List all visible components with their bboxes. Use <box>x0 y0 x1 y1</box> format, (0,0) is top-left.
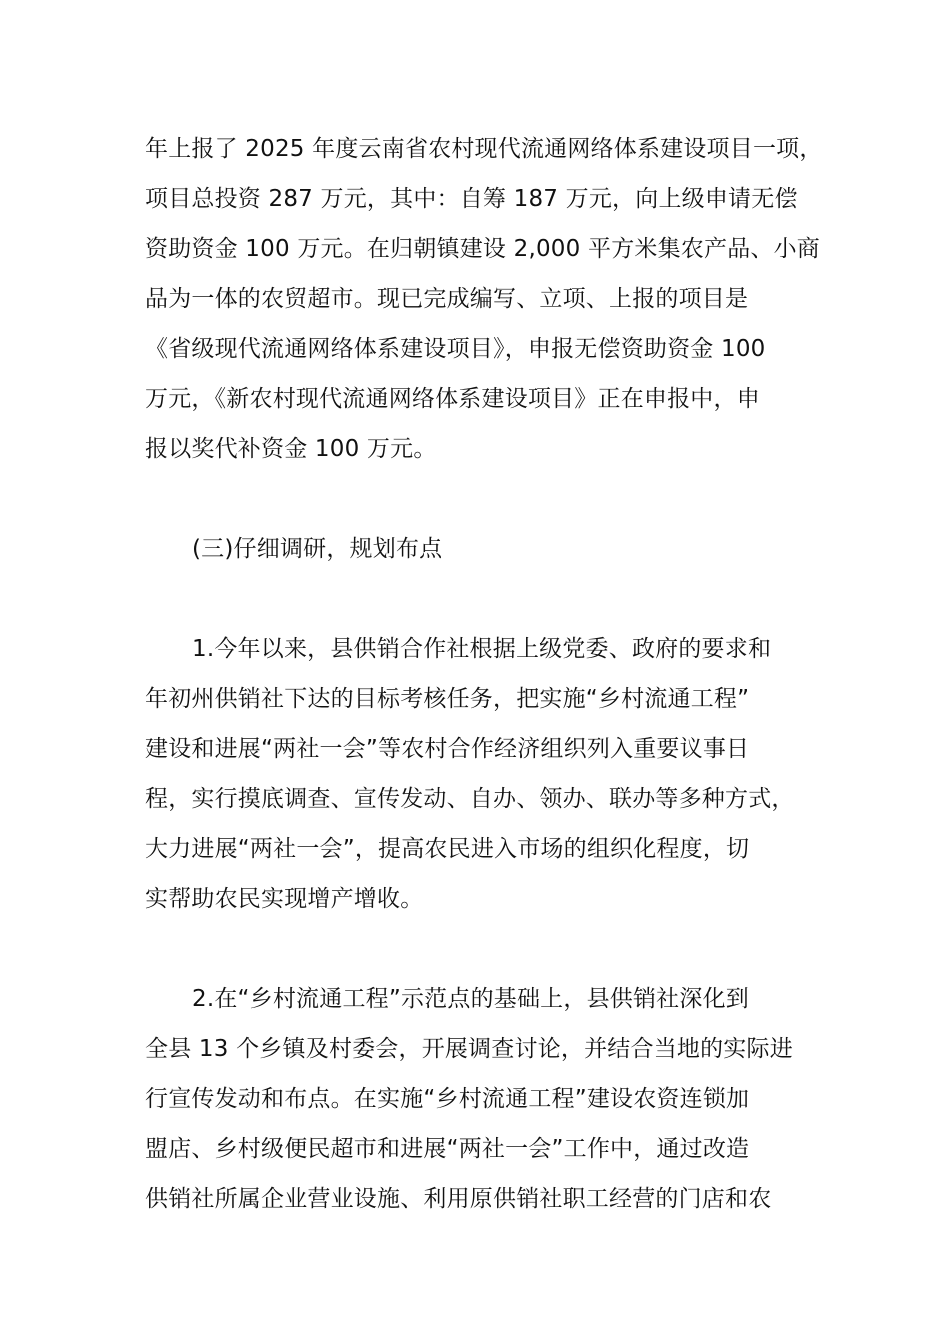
text-line: 年初州供销社下达的目标考核任务，把实施“乡村流通工程” <box>145 686 750 712</box>
text-line: 全县 13 个乡镇及村委会，开展调查讨论，并结合当地的实际进 <box>145 1036 793 1062</box>
text-line: 盟店、乡村级便民超市和进展“两社一会”工作中，通过改造 <box>145 1136 750 1162</box>
text-line: 大力进展“两社一会”，提高农民进入市场的组织化程度，切 <box>145 836 750 862</box>
text-line: 资助资金 100 万元。在归朝镇建设 2,000 平方米集农产品、小商 <box>145 236 820 262</box>
text-line: 品为一体的农贸超市。现已完成编写、立项、上报的项目是 <box>145 286 749 312</box>
text-line: 报以奖代补资金 100 万元。 <box>145 436 437 462</box>
text-line: 万元，《新农村现代流通网络体系建设项目》正在申报中，申 <box>145 386 760 412</box>
text-line: 实帮助农民实现增产增收。 <box>145 886 424 912</box>
text-line: 2.在“乡村流通工程”示范点的基础上，县供销社深化到 <box>192 986 749 1012</box>
text-line: 行宣传发动和布点。在实施“乡村流通工程”建设农资连锁加 <box>145 1086 750 1112</box>
text-line: 1.今年以来，县供销合作社根据上级党委、政府的要求和 <box>192 636 772 662</box>
text-line: 供销社所属企业营业设施、利用原供销社职工经营的门店和农 <box>145 1186 772 1212</box>
text-line: 程，实行摸底调查、宣传发动、自办、领办、联办等多种方式， <box>145 786 795 812</box>
text-line: 年上报了 2025 年度云南省农村现代流通网络体系建设项目一项， <box>145 136 823 162</box>
text-line: 《省级现代流通网络体系建设项目》，申报无偿资助资金 100 <box>145 336 766 362</box>
text-line: 项目总投资 287 万元，其中：自筹 187 万元，向上级申请无偿 <box>145 186 798 212</box>
text-line: 建设和进展“两社一会”等农村合作经济组织列入重要议事日 <box>145 736 750 762</box>
section-heading: (三)仔细调研，规划布点 <box>192 536 443 562</box>
